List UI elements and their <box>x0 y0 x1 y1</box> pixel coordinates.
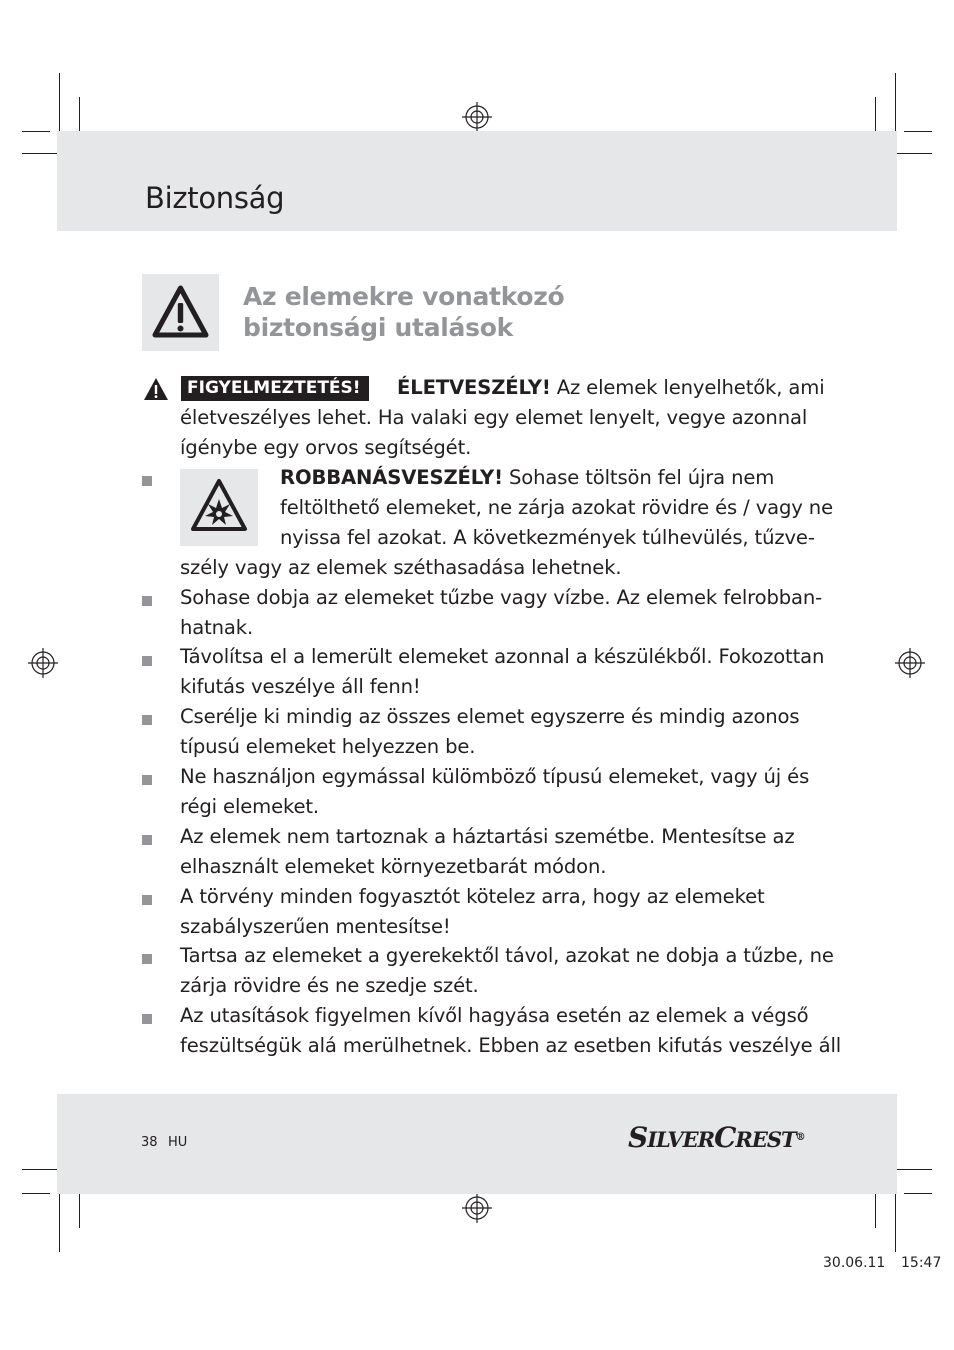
list-item: hatnak. <box>180 616 254 639</box>
warning-line-3: ígénybe egy orvos segítségét. <box>180 436 472 459</box>
crop-mark <box>22 1193 50 1194</box>
language-code: HU <box>168 1135 188 1150</box>
bullet-marker <box>142 1014 152 1024</box>
bullet-marker <box>142 954 152 964</box>
explosion-hazard-box <box>180 469 258 546</box>
warning-triangle-icon <box>142 274 219 351</box>
list-item: kifutás veszélye áll fenn! <box>180 675 421 698</box>
registration-mark-icon <box>28 648 58 678</box>
list-item: A törvény minden fogyasztót kötelez arra, hogy az elemeket <box>180 885 765 908</box>
crop-mark <box>79 1190 80 1228</box>
explosion-line-1 <box>280 463 774 493</box>
list-item: típusú elemeket helyezzen be. <box>180 735 476 758</box>
crop-mark <box>59 1194 60 1252</box>
warning-line-2: életveszélyes lehet. Ha valaki egy elemet lenyelt, vegye azonnal <box>180 406 808 429</box>
list-item: zárja rövidre és ne szedje szét. <box>180 974 479 997</box>
list-item: Ne használjon egymással külömböző típusú elemeket, vagy új és <box>180 765 810 788</box>
print-time: 15:47 <box>901 1255 942 1271</box>
explosion-line-2: feltölthető elemeket, ne zárja azokat rövidre és / vagy ne <box>280 496 833 519</box>
crop-mark <box>895 73 896 131</box>
crop-mark <box>895 1194 896 1252</box>
section-heading <box>243 281 743 343</box>
bullet-marker <box>142 476 152 486</box>
warning-text: Az elemek lenyelhetők, ami <box>550 376 825 399</box>
crop-mark <box>904 131 932 132</box>
list-item: Távolítsa el a lemerült elemeket azonnal a készülékből. Fokozottan <box>180 645 825 668</box>
warning-line-1 <box>397 373 825 403</box>
section-heading-line2: biztonsági utalások <box>243 313 513 342</box>
bullet-marker <box>142 895 152 905</box>
crop-mark <box>904 1193 932 1194</box>
explosion-hazard-icon <box>180 469 258 546</box>
section-warning-box <box>142 274 219 351</box>
explosion-lead: ROBBANÁSVESZÉLY! <box>280 466 503 489</box>
crop-mark <box>875 1190 876 1228</box>
registration-mark-icon <box>895 648 925 678</box>
page-number: 38 <box>141 1135 158 1150</box>
registration-mark-icon <box>462 1193 492 1223</box>
bullet-marker <box>142 715 152 725</box>
bullet-marker <box>142 775 152 785</box>
list-item: szabályszerűen mentesítse! <box>180 915 451 938</box>
list-item: elhasznált elemeket környezetbarát módon. <box>180 855 607 878</box>
bullet-marker <box>142 656 152 666</box>
crop-mark <box>79 97 80 135</box>
crop-mark <box>59 73 60 131</box>
bullet-marker <box>142 835 152 845</box>
crop-mark <box>22 131 50 132</box>
list-item: Az utasítások figyelmen kívől hagyása esetén az elemek a végső <box>180 1004 809 1027</box>
brand-text: REST <box>735 1127 796 1152</box>
section-heading-line1: Az elemekre vonatkozó <box>243 282 565 311</box>
brand-letter: S <box>628 1121 648 1154</box>
brand-text: ILVER <box>647 1127 715 1152</box>
explosion-line-4: szély vagy az elemek széthasadása lehetnek. <box>180 556 622 579</box>
list-item: régi elemeket. <box>180 795 319 818</box>
brand-letter: C <box>714 1121 736 1154</box>
registered-mark: ® <box>795 1132 806 1143</box>
bullet-marker <box>142 596 152 606</box>
list-item: Tartsa az elemeket a gyerekektől távol, azokat ne dobja a tűzbe, ne <box>180 944 834 967</box>
registration-mark-icon <box>462 102 492 132</box>
crop-mark <box>875 97 876 135</box>
warning-label: FIGYELMEZTETÉS! <box>181 376 369 401</box>
explosion-text: Sohase töltsön fel újra nem <box>502 466 775 489</box>
list-item: Az elemek nem tartoznak a háztartási szemétbe. Mentesítse az <box>180 825 795 848</box>
crop-mark <box>891 1169 932 1170</box>
list-item: Sohase dobja az elemeket tűzbe vagy vízbe. Az elemek felrobban- <box>180 586 823 609</box>
list-item: Cserélje ki mindig az összes elemet egyszerre és mindig azonos <box>180 705 800 728</box>
page-title: Biztonság <box>145 181 285 215</box>
explosion-line-3: nyissa fel azokat. A következmények túlhevülés, tűzve- <box>280 526 815 549</box>
print-date: 30.06.11 <box>823 1255 886 1271</box>
list-item: feszültségük alá merülhetnek. Ebben az esetben kifutás veszélye áll <box>180 1034 842 1057</box>
brand-logo <box>628 1120 806 1158</box>
warning-triangle-icon <box>143 377 169 401</box>
warning-lead: ÉLETVESZÉLY! <box>397 376 551 399</box>
crop-mark <box>891 153 932 154</box>
